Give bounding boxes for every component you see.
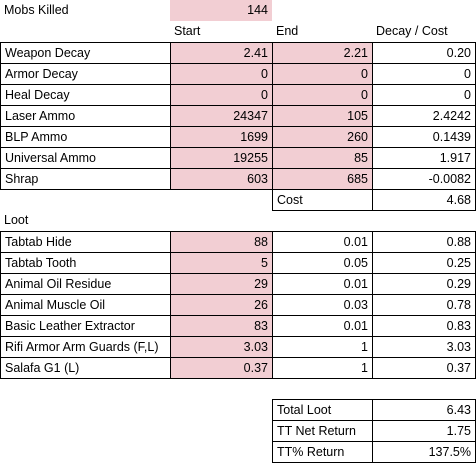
loot-row-unit: 0.05 [272, 252, 373, 274]
loot-row-name: Animal Muscle Oil [0, 294, 171, 316]
decay-row-name: Weapon Decay [0, 42, 171, 64]
loot-row-unit: 1 [272, 336, 373, 358]
summary-value: 1.75 [372, 420, 476, 442]
loot-row-name: Tabtab Tooth [0, 252, 171, 274]
header-decay-cost: Decay / Cost [376, 24, 448, 38]
loot-row-qty[interactable]: 88 [170, 231, 273, 253]
decay-row-result: 0 [372, 84, 476, 106]
loot-row-name: Salafa G1 (L) [0, 357, 171, 379]
loot-row-qty[interactable]: 5 [170, 252, 273, 274]
decay-row-end[interactable]: 260 [272, 126, 373, 148]
decay-row-result: 1.917 [372, 147, 476, 169]
loot-row-total: 0.83 [372, 315, 476, 337]
decay-row-end[interactable]: 0 [272, 84, 373, 106]
mobs-killed-label: Mobs Killed [4, 3, 69, 17]
loot-row-name: Tabtab Hide [0, 231, 171, 253]
decay-row-end[interactable]: 2.21 [272, 42, 373, 64]
loot-row-name: Basic Leather Extractor [0, 315, 171, 337]
loot-row-total: 3.03 [372, 336, 476, 358]
cost-label: Cost [272, 189, 373, 211]
decay-row-name: Laser Ammo [0, 105, 171, 127]
loot-row-unit: 0.01 [272, 273, 373, 295]
loot-row-unit: 0.01 [272, 315, 373, 337]
decay-row-start[interactable]: 24347 [170, 105, 273, 127]
loot-row-qty[interactable]: 3.03 [170, 336, 273, 358]
decay-row-result: 0.1439 [372, 126, 476, 148]
loot-row-qty[interactable]: 29 [170, 273, 273, 295]
loot-row-total: 0.37 [372, 357, 476, 379]
decay-row-start[interactable]: 19255 [170, 147, 273, 169]
loot-label: Loot [4, 213, 29, 227]
loot-row-total: 0.25 [372, 252, 476, 274]
decay-row-name: Shrap [0, 168, 171, 190]
loot-row-qty[interactable]: 0.37 [170, 357, 273, 379]
loot-row-qty[interactable]: 26 [170, 294, 273, 316]
decay-row-result: 2.4242 [372, 105, 476, 127]
header-start: Start [174, 24, 201, 38]
decay-row-end[interactable]: 0 [272, 63, 373, 85]
decay-row-start[interactable]: 1699 [170, 126, 273, 148]
summary-value: 137.5% [372, 441, 476, 463]
decay-row-start[interactable]: 0 [170, 63, 273, 85]
decay-row-result: 0.20 [372, 42, 476, 64]
decay-row-end[interactable]: 85 [272, 147, 373, 169]
decay-row-name: Heal Decay [0, 84, 171, 106]
decay-row-start[interactable]: 0 [170, 84, 273, 106]
summary-label: Total Loot [272, 399, 373, 421]
decay-row-start[interactable]: 2.41 [170, 42, 273, 64]
decay-row-name: BLP Ammo [0, 126, 171, 148]
decay-row-start[interactable]: 603 [170, 168, 273, 190]
loot-row-name: Rifi Armor Arm Guards (F,L) [0, 336, 171, 358]
decay-row-end[interactable]: 105 [272, 105, 373, 127]
mobs-killed-value[interactable]: 144 [170, 0, 272, 21]
loot-row-unit: 0.01 [272, 231, 373, 253]
decay-row-result: 0 [372, 63, 476, 85]
loot-row-unit: 1 [272, 357, 373, 379]
loot-row-total: 0.29 [372, 273, 476, 295]
summary-label: TT% Return [272, 441, 373, 463]
decay-row-name: Armor Decay [0, 63, 171, 85]
cost-value: 4.68 [372, 189, 476, 211]
loot-row-unit: 0.03 [272, 294, 373, 316]
decay-row-result: -0.0082 [372, 168, 476, 190]
summary-label: TT Net Return [272, 420, 373, 442]
decay-row-end[interactable]: 685 [272, 168, 373, 190]
loot-row-total: 0.88 [372, 231, 476, 253]
decay-row-name: Universal Ammo [0, 147, 171, 169]
loot-row-total: 0.78 [372, 294, 476, 316]
header-end: End [276, 24, 299, 38]
loot-row-qty[interactable]: 83 [170, 315, 273, 337]
loot-row-name: Animal Oil Residue [0, 273, 171, 295]
summary-value: 6.43 [372, 399, 476, 421]
